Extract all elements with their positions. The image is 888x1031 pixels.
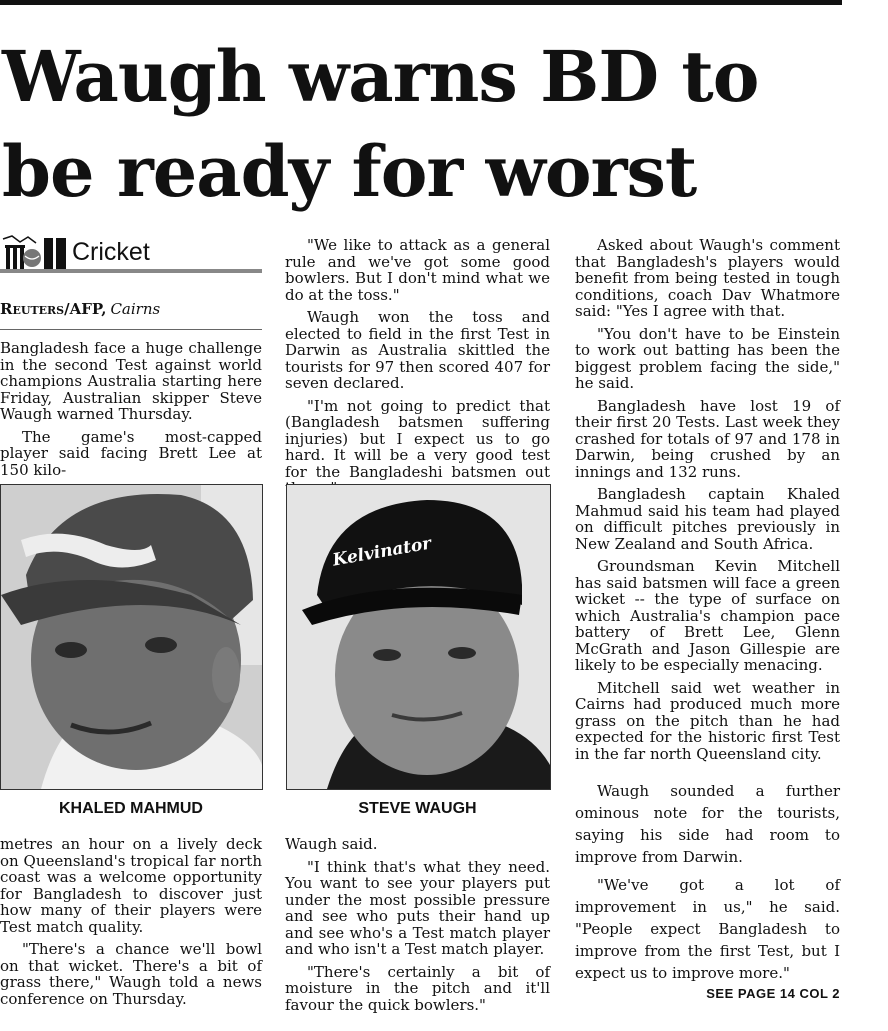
paragraph: Bangladesh have lost 19 of their first 20 Tests. Last week they crashed for totals of 97 and 178 in Darwin, being crushed by an innings and 132 runs. xyxy=(575,396,840,481)
photo-steve-waugh xyxy=(286,484,551,790)
cricket-bat-ball-icon xyxy=(0,234,70,270)
paragraph: Asked about Waugh's comment that Bangladesh's players would benefit from being tested in tough conditions, coach Dav Whatmore said: "Yes I agree with that. xyxy=(575,236,840,320)
paragraph: "I think that's what they need. You want to see your players put under the most possible pressure and see who puts their hand up and see who's a Test match player and who isn't a Test match player. xyxy=(285,857,550,958)
paragraph: Groundsman Kevin Mitchell has said batsmen will face a green wicket -- the type of surface on which Australia's champion pace battery of Brett Lee, Glenn McGrath and Jason Gillespie are likely to be especially menacing. xyxy=(575,557,840,674)
byline-location: Cairns xyxy=(110,300,161,318)
column-3-bottom xyxy=(575,780,840,985)
photo-caption: STEVE WAUGH xyxy=(358,800,477,817)
jump-line[interactable]: SEE PAGE 14 COL 2 xyxy=(706,986,840,1001)
headline-line-1: Waugh warns BD to xyxy=(2,35,759,118)
cap-logo-text: Kelvinator xyxy=(331,533,433,571)
paragraph: Mitchell said wet weather in Cairns had produced much more grass on the pitch than he had expected for the historic first Test in the far north Queensland city. xyxy=(575,678,840,763)
paragraph: Bangladesh face a huge challenge in the second Test against world champions Australia starting here Friday, Australian skipper Steve Waugh warned Thursday. xyxy=(0,339,262,423)
paragraph: The game's most-capped player said facing Brett Lee at 150 kilo- xyxy=(0,427,262,479)
paragraph: "We like to attack as a general rule and we've got some good bowlers. But I don't mind what we do at the toss." xyxy=(285,236,550,304)
top-rule xyxy=(0,0,842,5)
column-2-top xyxy=(285,236,550,481)
section-header xyxy=(0,230,262,274)
column-3 xyxy=(575,237,840,782)
column-1-bottom xyxy=(0,836,262,1016)
section-rule xyxy=(0,269,262,273)
paragraph: metres an hour on a lively deck on Queensland's tropical far north coast was a welcome opportunity for Bangladesh to discover just how many of their players were Test match quality. xyxy=(0,835,262,936)
paragraph: "You don't have to be Einstein to work out batting has been the biggest problem facing the side," he said. xyxy=(575,324,840,392)
paragraph: "We've got a lot of improvement in us," he said. "People expect Bangladesh to improve from the first Test, but I expect us to improve more." xyxy=(575,876,840,982)
paragraph: Bangladesh captain Khaled Mahmud said his team had played on difficult pitches previously in New Zealand and South Africa. xyxy=(575,485,840,553)
byline-agency: Reuters/AFP, xyxy=(0,300,107,318)
headline-line-2: be ready for worst xyxy=(2,130,697,213)
portrait-illustration xyxy=(287,485,550,789)
paragraph: "I'm not going to predict that (Bangladesh batsmen suffering injuries) but I expect us to go hard. It will be a very good test for the Bangladeshi batsmen out xyxy=(285,396,550,481)
portrait-illustration xyxy=(1,485,262,789)
byline xyxy=(0,300,160,318)
byline-rule xyxy=(0,329,262,330)
photo-khaled-mahmud xyxy=(0,484,263,790)
photo-caption: KHALED MAHMUD xyxy=(59,800,203,817)
paragraph: "There's a chance we'll bowl on that wicket. There's a bit of grass there," Waugh told a news conference on Thursday. xyxy=(0,940,262,1008)
paragraph: Waugh sounded a further ominous note for the tourists, saying his side had room to improve from Darwin. xyxy=(575,782,840,866)
column-2-bottom xyxy=(285,836,550,1021)
section-label: Cricket xyxy=(72,238,150,266)
paragraph: Waugh won the toss and elected to field in the first Test in Darwin as Australia skittled the tourists for 97 then scored 407 for seven declared. xyxy=(285,308,550,392)
paragraph: "There's certainly a bit of moisture in the pitch and it'll favour the quick bowlers." xyxy=(285,962,550,1014)
column-1-top xyxy=(0,339,262,479)
paragraph: Waugh said. xyxy=(285,835,378,853)
